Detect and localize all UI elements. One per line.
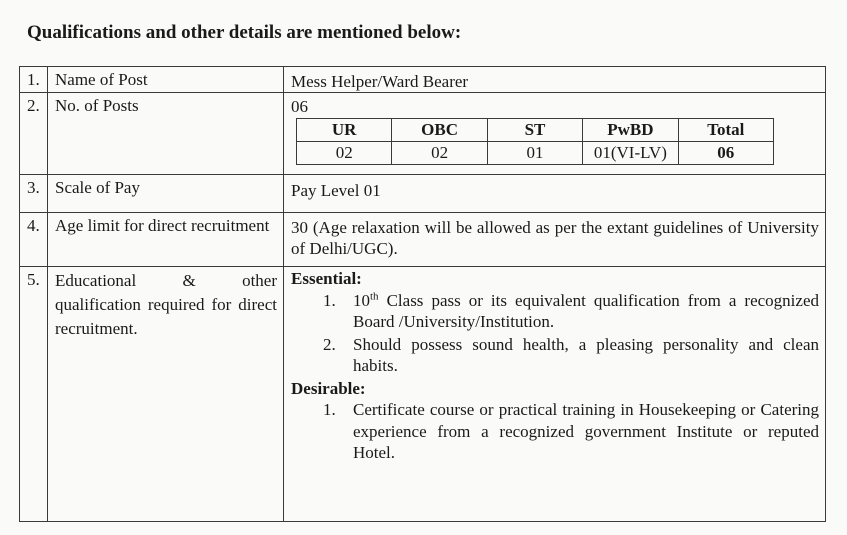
- row-label: Name of Post: [48, 67, 284, 93]
- row-number: 4.: [20, 213, 48, 267]
- breakdown-value: 01: [487, 142, 582, 165]
- list-item: [291, 290, 819, 333]
- list-item: [291, 334, 819, 377]
- table-row: [20, 267, 826, 522]
- desirable-title: Desirable:: [291, 378, 366, 398]
- row-number: 3.: [20, 175, 48, 213]
- breakdown-value: 01(VI-LV): [583, 142, 678, 165]
- list-text-prefix: 10: [353, 290, 370, 310]
- age-limit-value: 30 (Age relaxation will be allowed as per the extant guidelines of University of Delhi/UGC).: [284, 213, 826, 267]
- breakdown-header: UR: [297, 119, 392, 142]
- breakdown-header-row: [297, 119, 774, 142]
- row-number: 1.: [20, 67, 48, 93]
- page-heading: Qualifications and other details are mentioned below:: [27, 22, 462, 43]
- breakdown-value-row: [297, 142, 774, 165]
- breakdown-header: OBC: [392, 119, 487, 142]
- list-number: 2.: [323, 334, 336, 354]
- breakdown-value: 06: [678, 142, 773, 165]
- table-row: [20, 93, 826, 175]
- posts-breakdown-table: [296, 118, 774, 165]
- breakdown-value: 02: [297, 142, 392, 165]
- posts-count: 06: [291, 97, 308, 116]
- post-name-value: Mess Helper/Ward Bearer: [284, 67, 826, 93]
- row-number: 5.: [20, 267, 48, 522]
- list-item: [291, 399, 819, 464]
- list-number: 1.: [323, 290, 336, 310]
- qualification-cell: [284, 267, 826, 522]
- breakdown-value: 02: [392, 142, 487, 165]
- breakdown-header: ST: [487, 119, 582, 142]
- essential-list: [291, 290, 819, 377]
- list-number: 1.: [323, 400, 336, 419]
- table-row: [20, 175, 826, 213]
- row-label: No. of Posts: [48, 93, 284, 175]
- row-label: Scale of Pay: [48, 175, 284, 213]
- table-row: [20, 213, 826, 267]
- list-text: Certificate course or practical training in Housekeeping or Catering experience from a recognized government Institute or reputed Hotel.: [353, 400, 819, 462]
- superscript: th: [370, 289, 379, 302]
- breakdown-header: PwBD: [583, 119, 678, 142]
- pay-scale-value: Pay Level 01: [284, 175, 826, 213]
- essential-title: Essential:: [291, 269, 362, 288]
- row-label: Educational & other qualification required for direct recruitment.: [48, 267, 284, 522]
- qualification-table: [19, 66, 826, 522]
- row-label: Age limit for direct recruitment: [48, 213, 284, 267]
- desirable-list: [291, 399, 819, 464]
- posts-cell: [284, 93, 826, 175]
- table-row: [20, 67, 826, 93]
- list-text: Class pass or its equivalent qualification from a recognized Board /University/Institution.: [353, 290, 819, 331]
- breakdown-header: Total: [678, 119, 773, 142]
- list-text: Should possess sound health, a pleasing personality and clean habits.: [353, 334, 819, 375]
- row-number: 2.: [20, 93, 48, 175]
